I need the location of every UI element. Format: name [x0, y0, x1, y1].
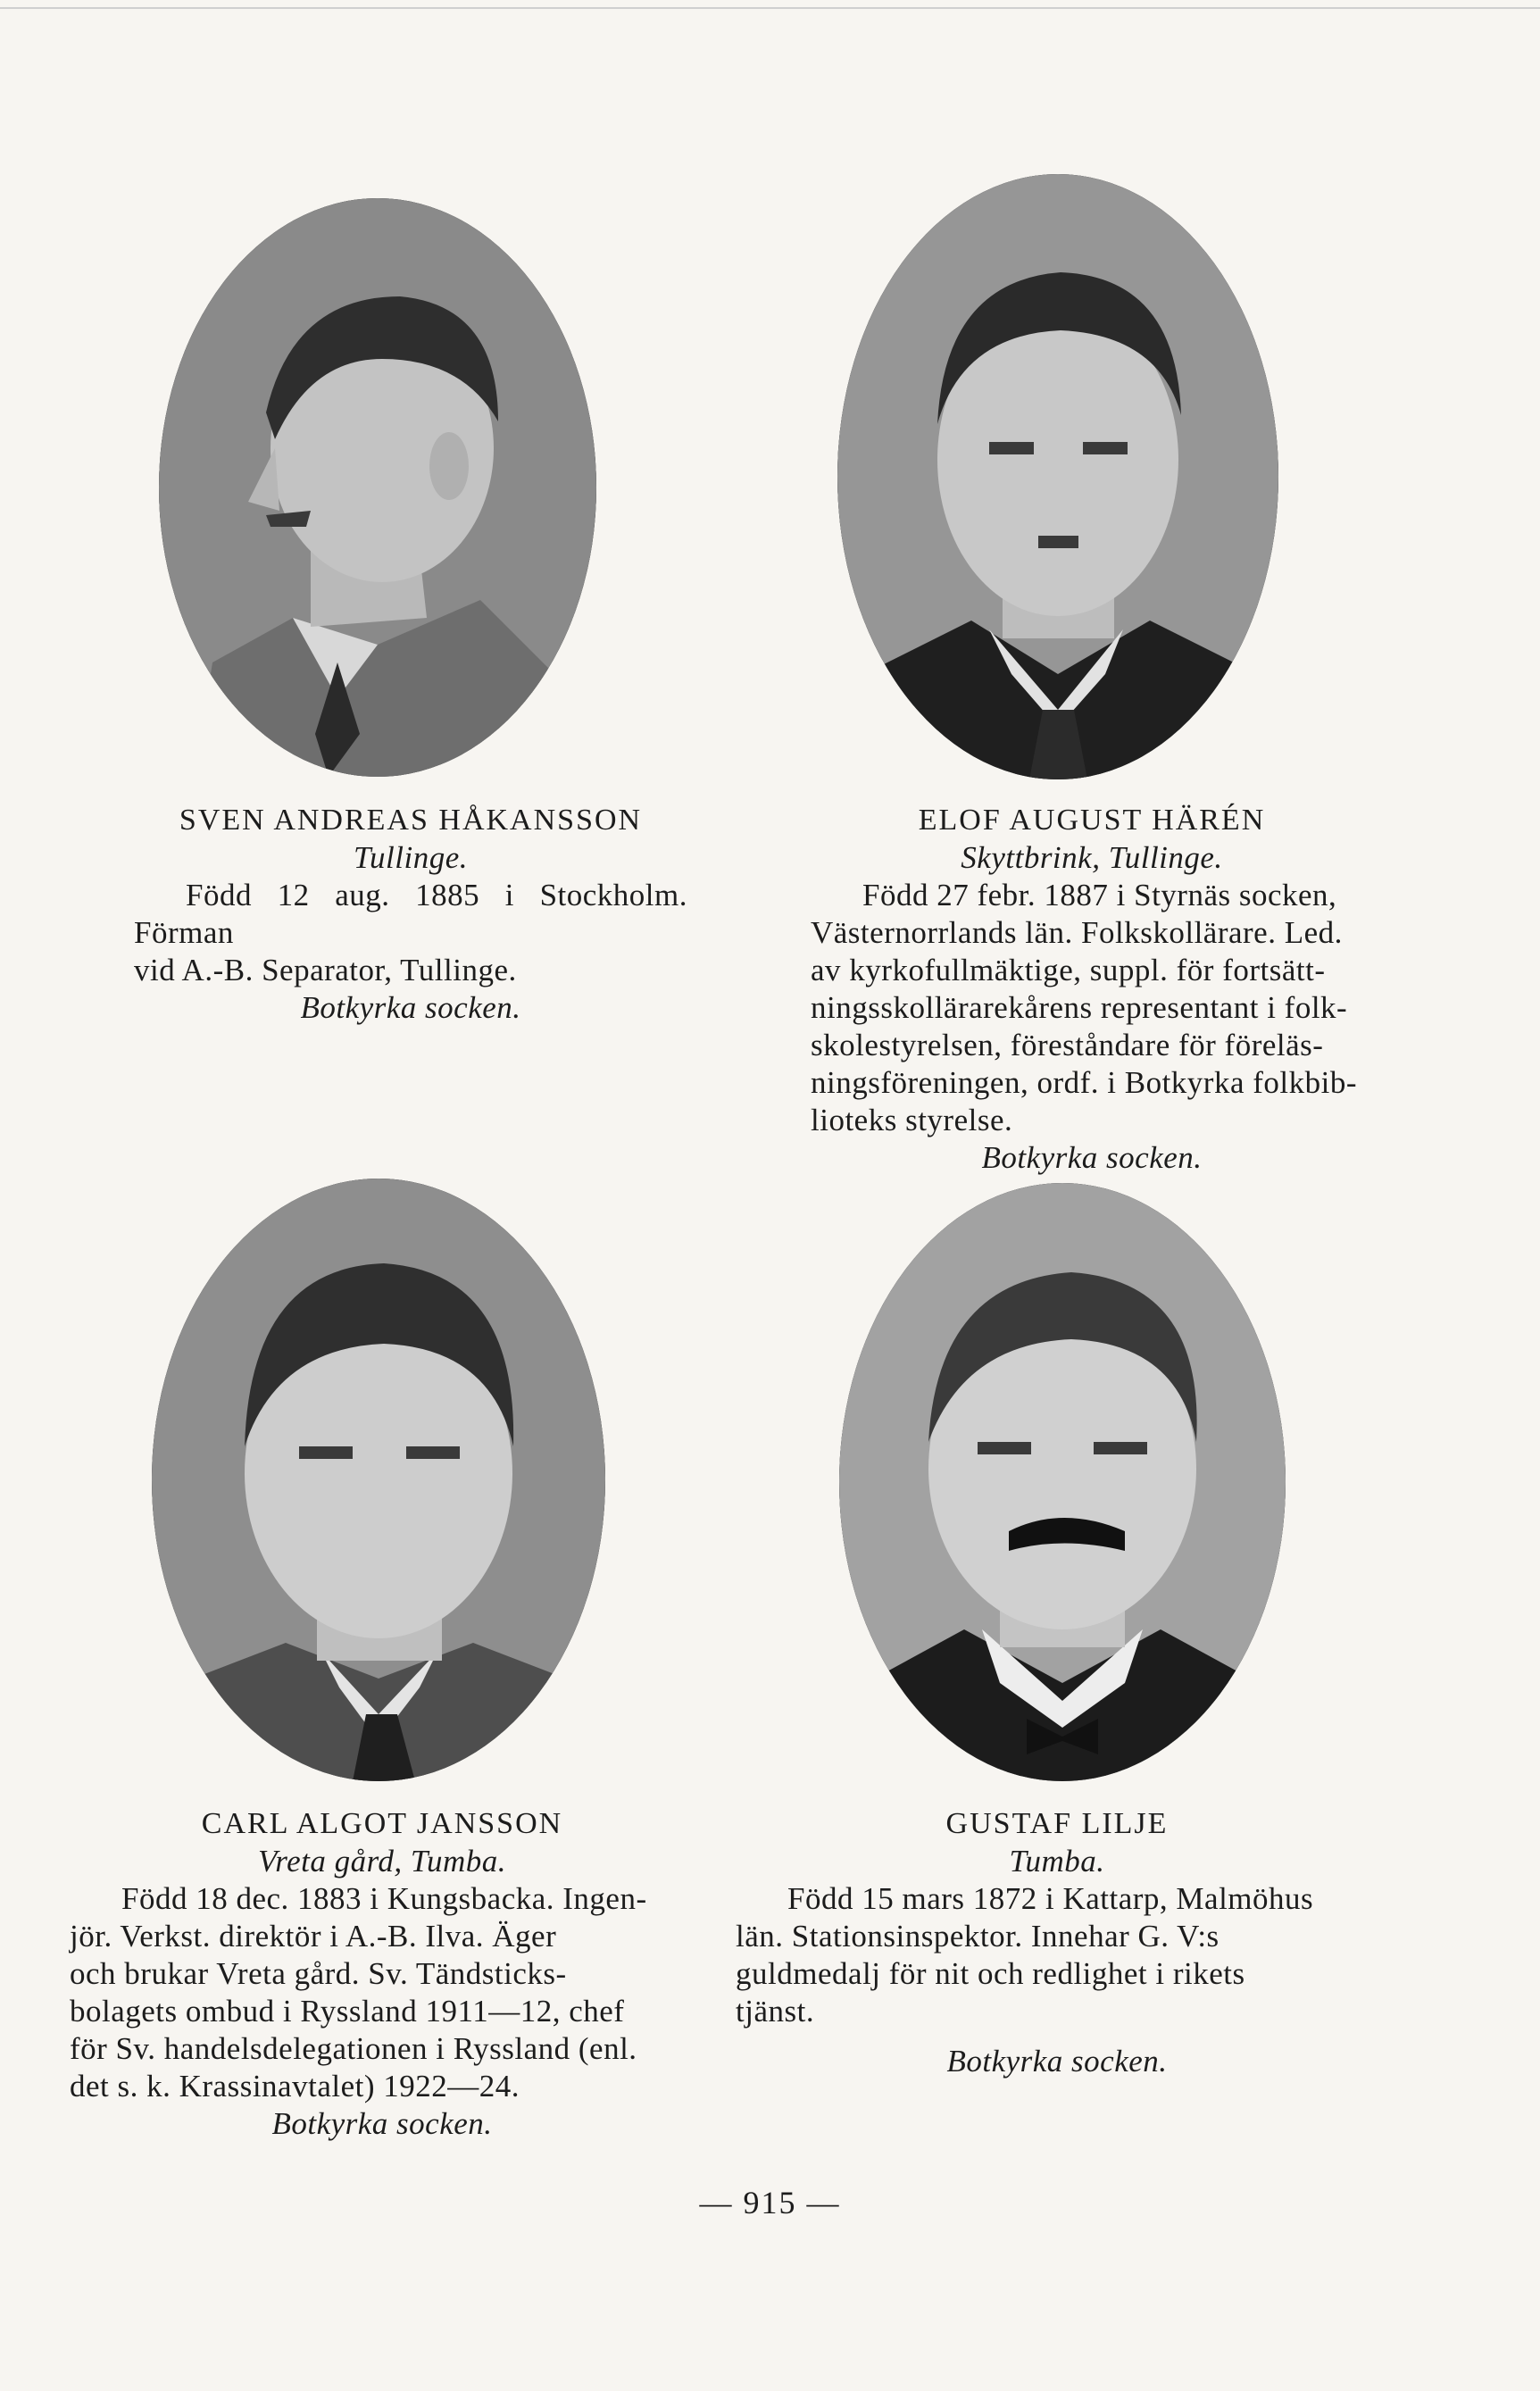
residence: Tullinge. [354, 840, 468, 875]
bio-line: och brukar Vreta gård. Sv. Tändsticks- [70, 1956, 567, 1991]
bio-line: Född 27 febr. 1887 i Styrnäs socken, [862, 878, 1337, 912]
bio-line: bolagets ombud i Ryssland 1911—12, chef [70, 1994, 625, 2029]
bio-line: jör. Verkst. direktör i A.-B. Ilva. Äger [70, 1919, 557, 1954]
portrait-hakansson [159, 198, 596, 777]
person-name: ELOF AUGUST HÄRÉN [918, 804, 1266, 837]
parish: Botkyrka socken. [946, 2044, 1168, 2079]
bio-line: Född 18 dec. 1883 i Kungsbacka. Ingen- [121, 1881, 647, 1916]
entry-haren [811, 802, 1373, 1177]
bio-line: guldmedalj för nit och redlighet i rikets [736, 1956, 1245, 1991]
bio-line: tjänst. [736, 1994, 815, 2029]
bio-line: det s. k. Krassinavtalet) 1922—24. [70, 2069, 520, 2104]
parish: Botkyrka socken. [300, 990, 521, 1025]
parish: Botkyrka socken. [981, 1140, 1203, 1175]
portrait-lilje [839, 1183, 1286, 1781]
portrait-haren [837, 174, 1278, 779]
bio-line: Född 15 mars 1872 i Kattarp, Malmöhus [787, 1881, 1314, 1916]
bio-line: län. Stationsinspektor. Innehar G. V:s [736, 1919, 1220, 1954]
bio-line: Västernorrlands län. Folkskollärare. Led. [811, 915, 1343, 950]
entry-hakansson [134, 802, 687, 1027]
entry-jansson [70, 1805, 695, 2143]
bio-line: ningsföreningen, ordf. i Botkyrka folkbib- [811, 1065, 1358, 1100]
person-name: GUSTAF LILJE [945, 1807, 1169, 1840]
residence: Tumba. [1009, 1844, 1105, 1879]
portrait-jansson [152, 1179, 605, 1781]
bio-line: Född 12 aug. 1885 i Stockholm. Förman [134, 878, 687, 950]
bio-line: av kyrkofullmäktige, suppl. för fortsätt- [811, 953, 1326, 987]
parish: Botkyrka socken. [271, 2106, 493, 2141]
residence: Vreta gård, Tumba. [258, 1844, 506, 1879]
bio-line: lioteks styrelse. [811, 1103, 1013, 1137]
page-top-rule [0, 7, 1540, 9]
bio-line: ningsskollärarekårens representant i folk- [811, 990, 1348, 1025]
residence: Skyttbrink, Tullinge. [961, 840, 1223, 875]
page-number: — 915 — [699, 2185, 841, 2220]
entry-lilje [736, 1805, 1378, 2080]
person-name: SVEN ANDREAS HÅKANSSON [179, 804, 643, 837]
bio-line: skolestyrelsen, föreståndare för föreläs- [811, 1028, 1324, 1062]
bio-line: för Sv. handelsdelegationen i Ryssland (enl. [70, 2031, 637, 2066]
person-name: CARL ALGOT JANSSON [201, 1807, 563, 1840]
bio-line: vid A.-B. Separator, Tullinge. [134, 953, 517, 987]
